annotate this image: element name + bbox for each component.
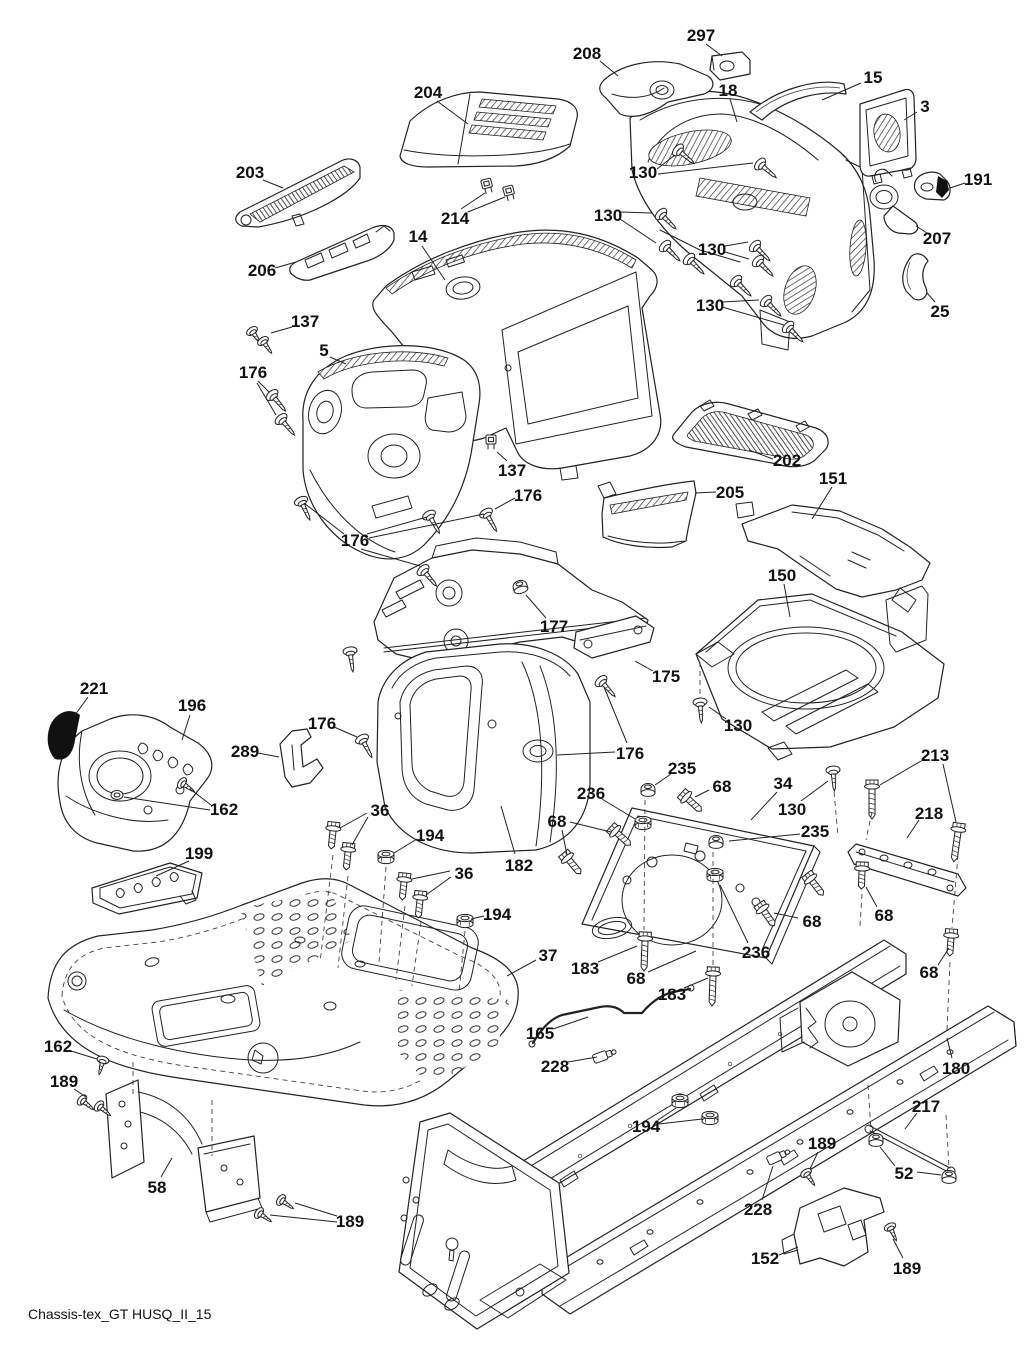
callout-label: 68	[874, 906, 894, 925]
callout-297	[687, 26, 722, 56]
leader-line	[684, 978, 708, 988]
callout-206	[248, 261, 296, 280]
callout-label: 289	[230, 742, 260, 761]
callout-label: 194	[631, 1117, 661, 1136]
callout-289	[231, 742, 279, 761]
callout-label: 208	[572, 44, 602, 63]
leader-line	[295, 1203, 337, 1216]
callout-58	[148, 1158, 172, 1197]
callout-label: 235	[667, 759, 697, 778]
leader-line	[263, 180, 283, 188]
callout-label: 15	[863, 68, 883, 87]
callout-label: 52	[894, 1164, 914, 1183]
callout-68	[695, 777, 731, 797]
callout-label: 176	[307, 714, 337, 733]
callout-label: 130	[628, 163, 658, 182]
leader-line	[604, 687, 627, 743]
callout-label: 217	[911, 1097, 941, 1116]
callout-label: 130	[593, 206, 623, 225]
callout-label: 213	[920, 746, 950, 765]
leader-line	[602, 799, 635, 819]
callout-label: 175	[651, 667, 681, 686]
callout-175	[635, 661, 680, 686]
callout-label: 162	[209, 800, 239, 819]
leader-line	[352, 817, 368, 845]
part-heat-shield-199	[92, 863, 202, 914]
callout-label: 37	[538, 946, 558, 965]
callout-label: 137	[290, 312, 320, 331]
leader-line	[695, 492, 716, 493]
callout-68	[866, 887, 893, 925]
callout-label: 191	[963, 170, 993, 189]
leader-line	[917, 1172, 941, 1175]
part-support-bracket-151	[736, 502, 930, 612]
callout-221	[75, 679, 108, 715]
callout-label: 162	[43, 1037, 73, 1056]
callout-label: 228	[540, 1057, 570, 1076]
leader-line	[161, 1158, 172, 1177]
callout-label: 183	[657, 985, 687, 1004]
leader-line	[938, 948, 949, 965]
part-socket-297	[710, 52, 750, 80]
callout-label: 221	[79, 679, 109, 698]
callout-label: 207	[922, 229, 952, 248]
callout-label: 189	[807, 1134, 837, 1153]
callout-label: 150	[767, 566, 797, 585]
callout-189	[270, 1203, 364, 1231]
part-drawbar-bracket-58	[106, 1080, 262, 1222]
leader-line	[866, 887, 877, 907]
callout-label: 189	[49, 1072, 79, 1091]
leader-line	[258, 753, 279, 757]
callout-130	[594, 206, 656, 243]
callout-label: 3	[920, 97, 930, 116]
leader-line	[880, 761, 921, 785]
part-fender-console-196	[58, 715, 212, 851]
part-clip-25	[903, 254, 928, 300]
callout-label: 25	[930, 302, 950, 321]
leader-line	[570, 822, 611, 832]
callout-label: 183	[570, 959, 600, 978]
part-bracket-152	[782, 1188, 884, 1266]
leader-line	[568, 1057, 597, 1062]
callout-176	[239, 363, 276, 415]
callout-176	[495, 486, 542, 509]
callout-label: 58	[147, 1178, 167, 1197]
callout-label: 204	[413, 83, 443, 102]
part-hood-latch-207	[870, 169, 918, 234]
callout-label: 189	[892, 1259, 922, 1278]
leader-line	[621, 212, 652, 213]
callout-label: 196	[177, 696, 207, 715]
leader-line	[553, 1017, 588, 1029]
callout-label: 36	[370, 801, 390, 820]
callout-214	[441, 193, 505, 228]
callout-label: 236	[741, 943, 771, 962]
leader-line	[706, 44, 722, 56]
leader-line	[495, 498, 515, 509]
callout-label: 180	[941, 1059, 971, 1078]
callout-label: 176	[340, 531, 370, 550]
callout-203	[236, 163, 283, 188]
leader-line	[927, 293, 935, 302]
callout-208	[573, 44, 618, 76]
callout-label: 199	[184, 844, 214, 863]
leader-line	[426, 877, 451, 895]
callout-189	[808, 1134, 836, 1169]
leader-line	[620, 219, 656, 243]
callout-191	[950, 170, 992, 189]
callout-label: 68	[919, 963, 939, 982]
callout-label: 189	[335, 1212, 365, 1231]
callout-label: 68	[547, 812, 567, 831]
callout-label: 228	[743, 1200, 773, 1219]
part-side-panel-3	[860, 89, 916, 184]
callout-label: 68	[802, 912, 822, 931]
leader-line	[648, 951, 696, 972]
callout-37	[507, 946, 557, 976]
leader-line	[468, 197, 505, 212]
leader-line	[334, 727, 357, 737]
callout-165	[526, 1017, 588, 1043]
part-trim-strip-15	[750, 82, 846, 120]
callout-36	[340, 801, 389, 845]
leader-line	[497, 452, 507, 461]
callout-label: 176	[513, 486, 543, 505]
leader-line	[394, 839, 417, 853]
callout-235	[655, 759, 696, 785]
callout-228	[541, 1057, 597, 1076]
part-grille-insert-202	[673, 400, 828, 467]
callout-194	[471, 905, 512, 924]
callout-label: 194	[415, 826, 445, 845]
callout-label: 130	[695, 296, 725, 315]
leader-line	[880, 1147, 895, 1166]
callout-label: 176	[238, 363, 268, 382]
callout-152	[751, 1247, 798, 1268]
callout-label: 236	[576, 784, 606, 803]
callout-label: 297	[686, 26, 716, 45]
callout-68	[920, 948, 949, 982]
callout-183	[658, 978, 708, 1004]
callout-label: 151	[818, 469, 848, 488]
callout-label: 14	[408, 227, 428, 246]
callout-label: 68	[626, 969, 646, 988]
leader-line	[270, 1215, 337, 1222]
callout-36	[412, 864, 473, 895]
callout-25	[927, 293, 949, 321]
callout-label: 194	[482, 905, 512, 924]
callout-68	[627, 951, 696, 988]
part-ignition-key-191	[914, 172, 950, 200]
part-lower-grille-205	[598, 481, 696, 548]
callout-176	[308, 714, 357, 737]
callout-label: 34	[773, 774, 793, 793]
callout-label: 235	[800, 822, 830, 841]
callout-218	[907, 804, 943, 838]
callout-207	[916, 226, 951, 248]
callout-236	[577, 784, 635, 819]
leader-line	[751, 792, 777, 820]
leader-line	[600, 61, 618, 76]
callout-205	[695, 483, 744, 502]
leader-line	[695, 790, 709, 797]
leader-line	[635, 661, 653, 671]
leader-line	[893, 1239, 903, 1258]
callout-label: 176	[615, 744, 645, 763]
leader-line	[801, 781, 828, 801]
leader-line	[943, 764, 956, 822]
part-clips-214	[481, 178, 516, 201]
callout-label: 218	[914, 804, 944, 823]
leader-line	[950, 183, 965, 188]
part-bracket-289	[280, 729, 323, 787]
callout-label: 130	[697, 240, 727, 259]
leader-line	[271, 327, 292, 333]
callout-189	[893, 1239, 921, 1278]
callout-label: 137	[497, 461, 527, 480]
callout-label: 202	[772, 451, 802, 470]
callout-label: 68	[712, 777, 732, 796]
callout-label: 182	[504, 856, 534, 875]
callout-label: 36	[454, 864, 474, 883]
callout-label: 203	[235, 163, 265, 182]
callout-label: 18	[718, 81, 738, 100]
callout-label: 130	[777, 800, 807, 819]
leader-line	[598, 946, 637, 962]
callout-label: 130	[723, 716, 753, 735]
part-grille-strip-206	[290, 226, 394, 281]
leader-line	[75, 697, 88, 715]
callout-label: 206	[247, 261, 277, 280]
callout-label: 165	[525, 1024, 555, 1043]
part-hood-vent-204	[400, 92, 577, 167]
callout-label: 5	[319, 341, 329, 360]
callout-label: 152	[750, 1249, 780, 1268]
callout-label: 205	[715, 483, 745, 502]
callout-label: 214	[440, 209, 470, 228]
callout-189	[50, 1072, 86, 1097]
callout-label: 177	[539, 617, 569, 636]
drawing-footer-label: Chassis-tex_GT HUSQ_II_15	[28, 1306, 212, 1322]
leader-line	[507, 960, 536, 976]
part-frame-front-plate	[399, 1113, 569, 1329]
leader-line	[412, 871, 450, 879]
callout-137	[271, 312, 319, 333]
